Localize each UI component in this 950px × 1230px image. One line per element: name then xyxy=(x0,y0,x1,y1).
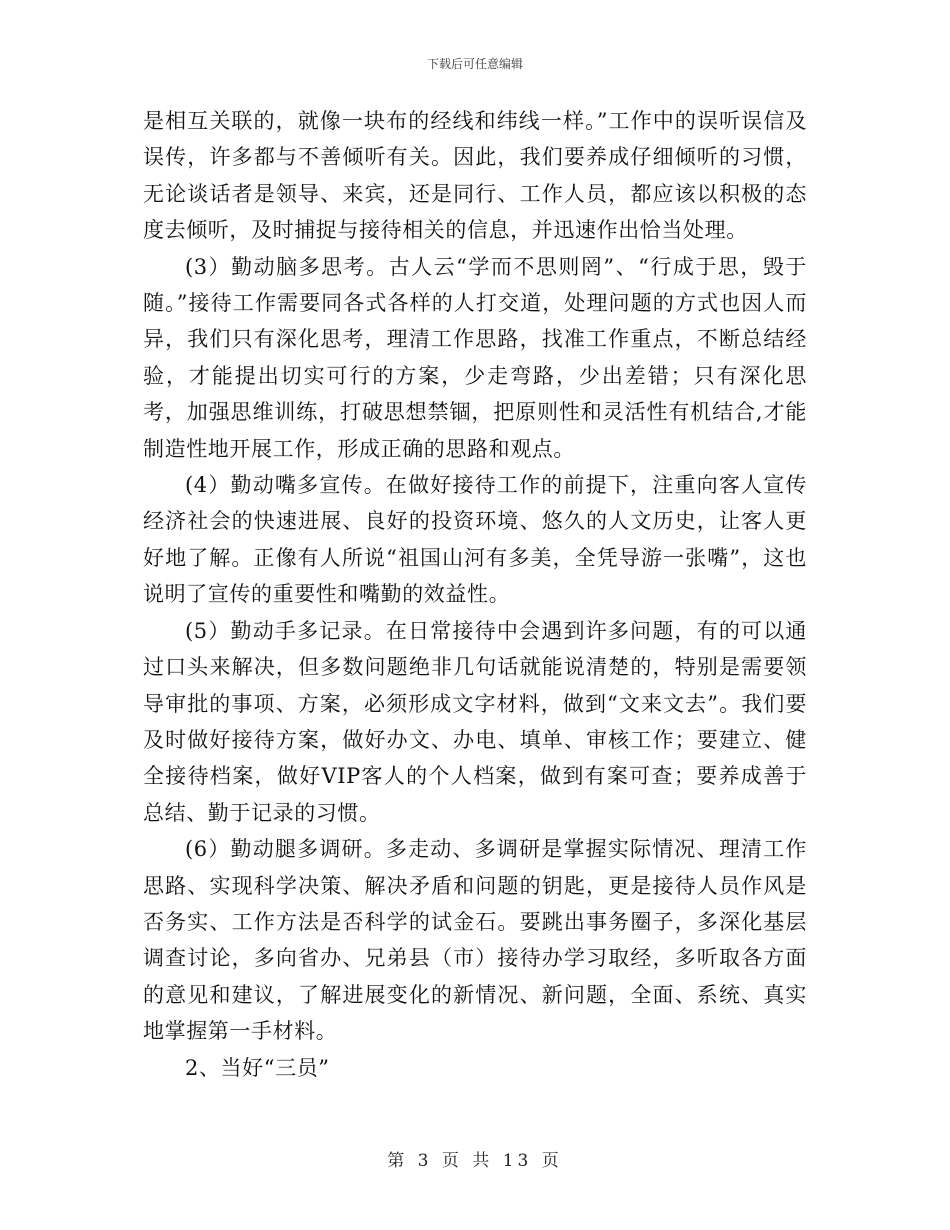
paragraph-item-4: (4）勤动嘴多宣传。在做好接待工作的前提下，注重向客人宣传经济社会的快速进展、良好的投资环境、悠久的人文历史，让客人更好地了解。正像有人所说“祖国山河有多美，全凭导游一张嘴”，这也说明了宣传的重要性和嘴勤的效益性。 xyxy=(143,473,807,607)
paragraph-continuation: 是相互关联的，就像一块布的经线和纬线一样。”工作中的误听误信及误传，许多都与不善倾听有关。因此，我们要养成仔细倾听的习惯，无论谈话者是领导、来宾，还是同行、工作人员，都应该以积极的态度去倾听，及时捕捉与接待相关的信息，并迅速作出恰当处理。 xyxy=(143,109,807,243)
page-number-footer: 第 3 页 共 13 页 xyxy=(387,1151,563,1171)
paragraph-item-6: (6）勤动腿多调研。多走动、多调研是掌握实际情况、理清工作思路、实现科学决策、解决矛盾和问题的钥匙，更是接待人员作风是否务实、工作方法是否科学的试金石。要跳出事务圈子，多深化基层调查讨论，多向省办、兄弟县（市）接待办学习取经，多听取各方面的意见和建议，了解进展变化的新情况、新问题，全面、系统、真实地掌握第一手材料。 xyxy=(143,837,807,1044)
paragraph-item-5: (5）勤动手多记录。在日常接待中会遇到许多问题，有的可以通过口头来解决，但多数问题绝非几句话就能说清楚的，特别是需要领导审批的事项、方案，必须形成文字材料，做到“文来文去”。我们要及时做好接待方案，做好办文、办电、填单、审核工作；要建立、健全接待档案，做好VIP客人的个人档案，做到有案可查；要养成善于总结、勤于记录的习惯。 xyxy=(143,618,807,825)
page-header-note: 下载后可任意编辑 xyxy=(426,57,523,71)
document-body xyxy=(143,103,807,1086)
paragraph-item-3: (3）勤动脑多思考。古人云“学而不思则罔”、“行成于思，毁于随。”接待工作需要同各式各样的人打交道，处理问题的方式也因人而异，我们只有深化思考，理清工作思路，找准工作重点，不断总结经验，才能提出切实可行的方案，少走弯路，少出差错；只有深化思考，加强思维训练，打破思想禁锢，把原则性和灵活性有机结合,才能制造性地开展工作，形成正确的思路和观点。 xyxy=(143,254,807,461)
section-heading: 2、当好“三员” xyxy=(185,1055,330,1080)
